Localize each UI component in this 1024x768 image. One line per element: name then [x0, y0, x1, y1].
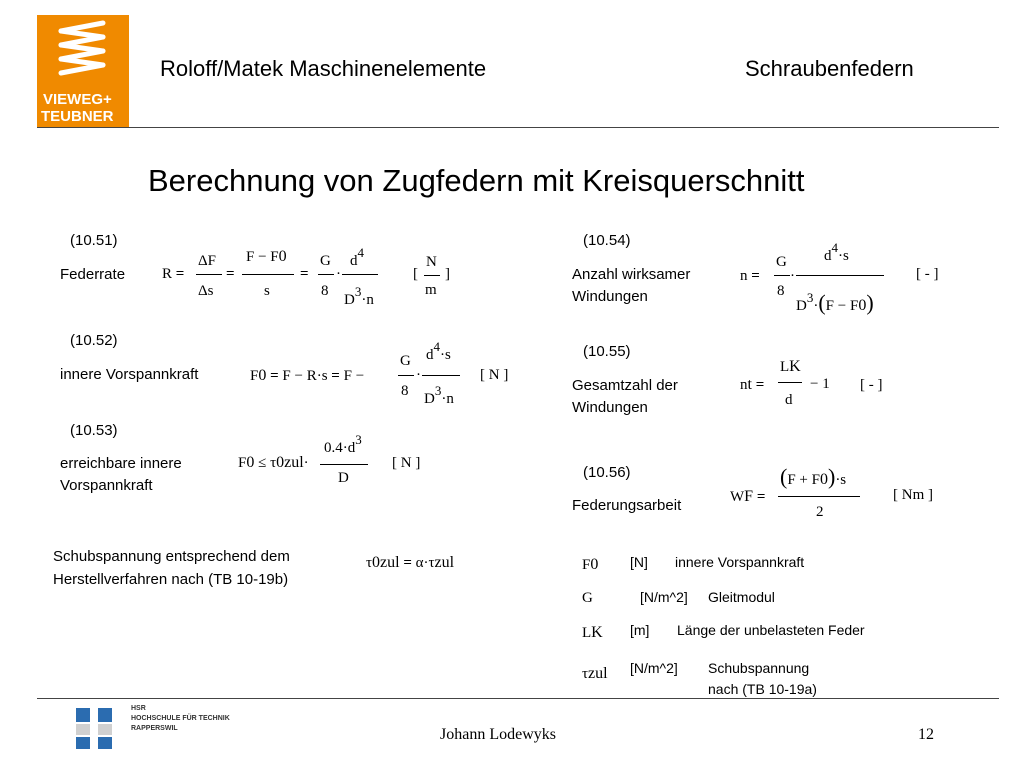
formula-number-10-53: (10.53)	[70, 422, 118, 439]
legend-desc: Schubspannung	[708, 660, 810, 676]
formula-label-anzahl-line2: Windungen	[572, 288, 648, 305]
formula-label-gesamtzahl-line2: Windungen	[572, 399, 648, 416]
formula-label-gesamtzahl-line1: Gesamtzahl der	[572, 377, 678, 394]
logo-text-line1: VIEWEG+	[43, 91, 112, 108]
formula-shear-tau: τ0zul = α·τzul	[366, 554, 455, 571]
unit-denominator: m	[425, 282, 437, 298]
formula-label-federungsarbeit: Federungsarbeit	[572, 497, 682, 514]
legend-unit: [N/m^2]	[640, 589, 688, 605]
shear-text-line1: Schubspannung entsprechend dem	[53, 548, 290, 565]
formula-10-52: F0 = F − R·s = F − G 8 · d4·s D3·n	[250, 345, 470, 415]
unit-numerator: N	[426, 254, 437, 270]
formula-number-10-55: (10.55)	[583, 343, 631, 360]
footer-divider	[37, 698, 999, 699]
page-title: Berechnung von Zugfedern mit Kreisquerschnitt	[148, 163, 805, 198]
formula-10-54: n = G 8 · d4·s D3·(F − F0)	[740, 246, 890, 318]
hsr-text-line2: HOCHSCHULE FÜR TECHNIK	[131, 715, 230, 722]
legend-unit: [m]	[630, 622, 650, 638]
formula-10-53: F0 ≤ τ0zul· 0.4·d3 D	[238, 432, 388, 494]
legend-symbol-g: G	[582, 590, 593, 606]
formula-unit-10-56: [ Nm ]	[893, 487, 933, 503]
legend-desc-line2: nach (TB 10-19a)	[708, 681, 817, 697]
formula-number-10-56: (10.56)	[583, 464, 631, 481]
logo-text-line2: TEUBNER	[41, 108, 114, 125]
hsr-logo-square	[76, 724, 90, 735]
formula-unit-10-51: [ N m ]	[413, 254, 450, 298]
formula-label-innere-vorspannkraft: innere Vorspannkraft	[60, 366, 199, 383]
formula-unit-10-52: [ N ]	[480, 367, 509, 383]
legend-desc: Länge der unbelasteten Feder	[677, 622, 865, 638]
formula-number-10-51: (10.51)	[70, 232, 118, 249]
vieweg-teubner-logo	[37, 15, 129, 127]
formula-label-anzahl-line1: Anzahl wirksamer	[572, 266, 691, 283]
formula-10-51: R = ΔF Δs = F − F0 s = G 8 · d4 D3·n	[162, 248, 392, 316]
formula-10-56: WF = (F + F0)·s 2	[730, 460, 870, 524]
header-divider	[37, 127, 999, 128]
header-left-title: Roloff/Matek Maschinenelemente	[160, 56, 487, 81]
hsr-logo-square	[98, 708, 112, 722]
footer-page-number: 12	[918, 726, 934, 743]
formula-unit-10-53: [ N ]	[392, 455, 421, 471]
legend-symbol-tau-zul: τzul	[582, 665, 608, 682]
legend-unit: [N/m^2]	[630, 660, 678, 676]
formula-number-10-52: (10.52)	[70, 332, 118, 349]
hsr-logo-square	[76, 708, 90, 722]
formula-label-federrate: Federrate	[60, 266, 126, 283]
hsr-logo-square	[98, 724, 112, 735]
legend-symbol-lk: LK	[582, 624, 603, 641]
footer-author: Johann Lodewyks	[440, 726, 556, 743]
hsr-text-line1: HSR	[131, 705, 146, 712]
header-right-title: Schraubenfedern	[745, 56, 914, 81]
hsr-logo-square	[76, 737, 90, 749]
formula-10-55: nt = LK d − 1	[740, 358, 830, 408]
hsr-text-line3: RAPPERSWIL	[131, 725, 178, 732]
formula-number-10-54: (10.54)	[583, 232, 631, 249]
legend-desc: Gleitmodul	[708, 589, 775, 605]
legend-symbol-f0: F0	[582, 556, 599, 573]
formula-unit-10-54: [ - ]	[916, 266, 939, 282]
formula-label-erreichbare-line1: erreichbare innere	[60, 455, 182, 472]
shear-text-line2: Herstellverfahren nach (TB 10-19b)	[53, 571, 289, 588]
legend-desc: innere Vorspannkraft	[675, 554, 805, 570]
formula-unit-10-55: [ - ]	[860, 377, 883, 393]
hsr-logo-square	[98, 737, 112, 749]
formula-label-erreichbare-line2: Vorspannkraft	[60, 477, 153, 494]
legend-unit: [N]	[630, 554, 648, 570]
